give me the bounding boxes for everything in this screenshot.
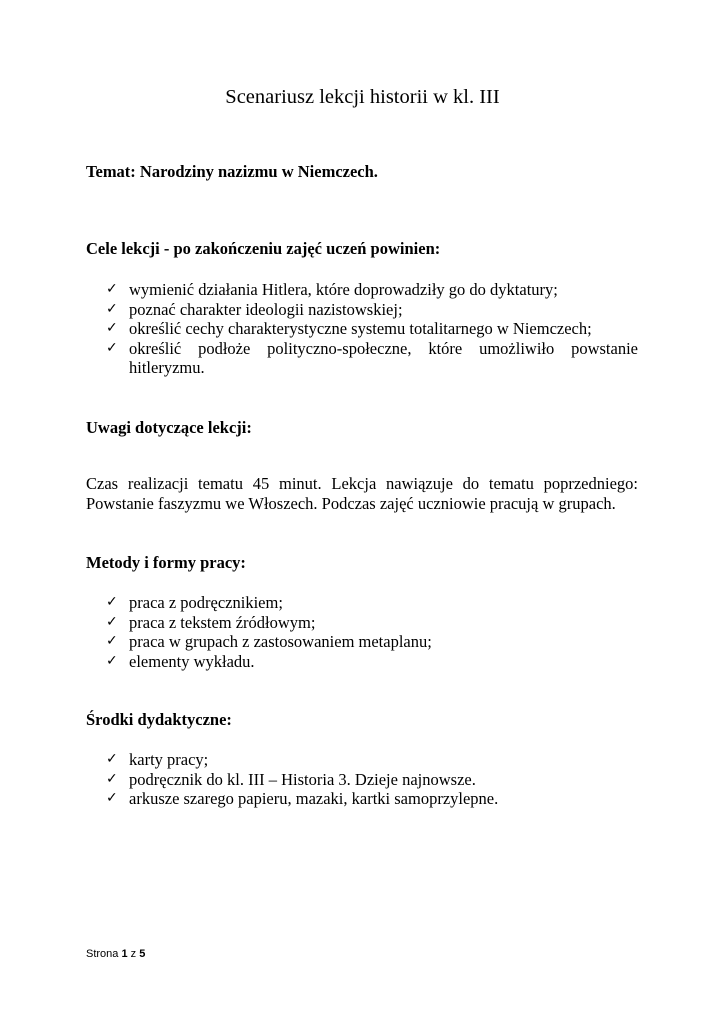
method-text: praca z tekstem źródłowym;	[129, 612, 316, 632]
checkmark-icon: ✓	[106, 594, 118, 610]
goal-text: określić cechy charakterystyczne systemu totalitarnego w Niemczech;	[129, 319, 592, 338]
goals-heading: Cele lekcji - po zakończeniu zajęć uczeń powinien:	[86, 239, 441, 258]
list-item	[106, 319, 638, 339]
list-item	[106, 632, 638, 652]
lesson-topic: Temat: Narodziny nazizmu w Niemczech.	[86, 162, 378, 181]
method-text: elementy wykładu.	[129, 651, 255, 671]
checkmark-icon: ✓	[106, 633, 118, 649]
list-item	[106, 280, 638, 300]
list-item	[106, 652, 638, 672]
aid-text: arkusze szarego papieru, mazaki, kartki samoprzylepne.	[129, 789, 499, 808]
goals-list	[106, 280, 638, 378]
aids-list	[106, 750, 638, 809]
list-item	[106, 750, 638, 770]
method-text: praca z podręcznikiem;	[129, 593, 283, 612]
goal-text: określić podłoże polityczno-społeczne, które umożliwiło powstanie hitleryzmu.	[129, 338, 638, 377]
list-item	[106, 339, 638, 378]
notes-heading: Uwagi dotyczące lekcji:	[86, 418, 252, 437]
footer-total-pages: 5	[139, 948, 146, 960]
aid-text: podręcznik do kl. III – Historia 3. Dzieje najnowsze.	[129, 769, 476, 789]
aid-text: karty pracy;	[129, 750, 209, 769]
list-item	[106, 300, 638, 320]
method-text: praca w grupach z zastosowaniem metaplanu;	[129, 632, 432, 651]
footer-separator: z	[130, 948, 137, 960]
checkmark-icon: ✓	[106, 790, 118, 806]
checkmark-icon: ✓	[106, 281, 118, 297]
checkmark-icon: ✓	[106, 770, 118, 787]
list-item	[106, 770, 638, 790]
page-number-footer	[86, 948, 145, 960]
document-title: Scenariusz lekcji historii w kl. III	[225, 86, 500, 108]
list-item	[106, 593, 638, 613]
checkmark-icon: ✓	[106, 339, 118, 356]
notes-paragraph: Czas realizacji tematu 45 minut. Lekcja nawiązuje do tematu poprzedniego: Powstanie faszyzmu we Włoszech. Podczas zajęć uczniowie pracują w grupach.	[86, 474, 638, 513]
list-item	[106, 789, 638, 809]
checkmark-icon: ✓	[106, 751, 118, 767]
checkmark-icon: ✓	[106, 300, 118, 317]
list-item	[106, 613, 638, 633]
methods-list	[106, 593, 638, 671]
checkmark-icon: ✓	[106, 613, 118, 630]
footer-label: Strona	[86, 948, 119, 960]
goal-text: wymienić działania Hitlera, które doprowadziły go do dyktatury;	[129, 280, 558, 299]
goal-text: poznać charakter ideologii nazistowskiej;	[129, 299, 403, 319]
aids-heading: Środki dydaktyczne:	[86, 710, 232, 729]
footer-current-page: 1	[121, 948, 128, 960]
checkmark-icon: ✓	[106, 652, 118, 669]
checkmark-icon: ✓	[106, 320, 118, 336]
methods-heading: Metody i formy pracy:	[86, 553, 246, 572]
